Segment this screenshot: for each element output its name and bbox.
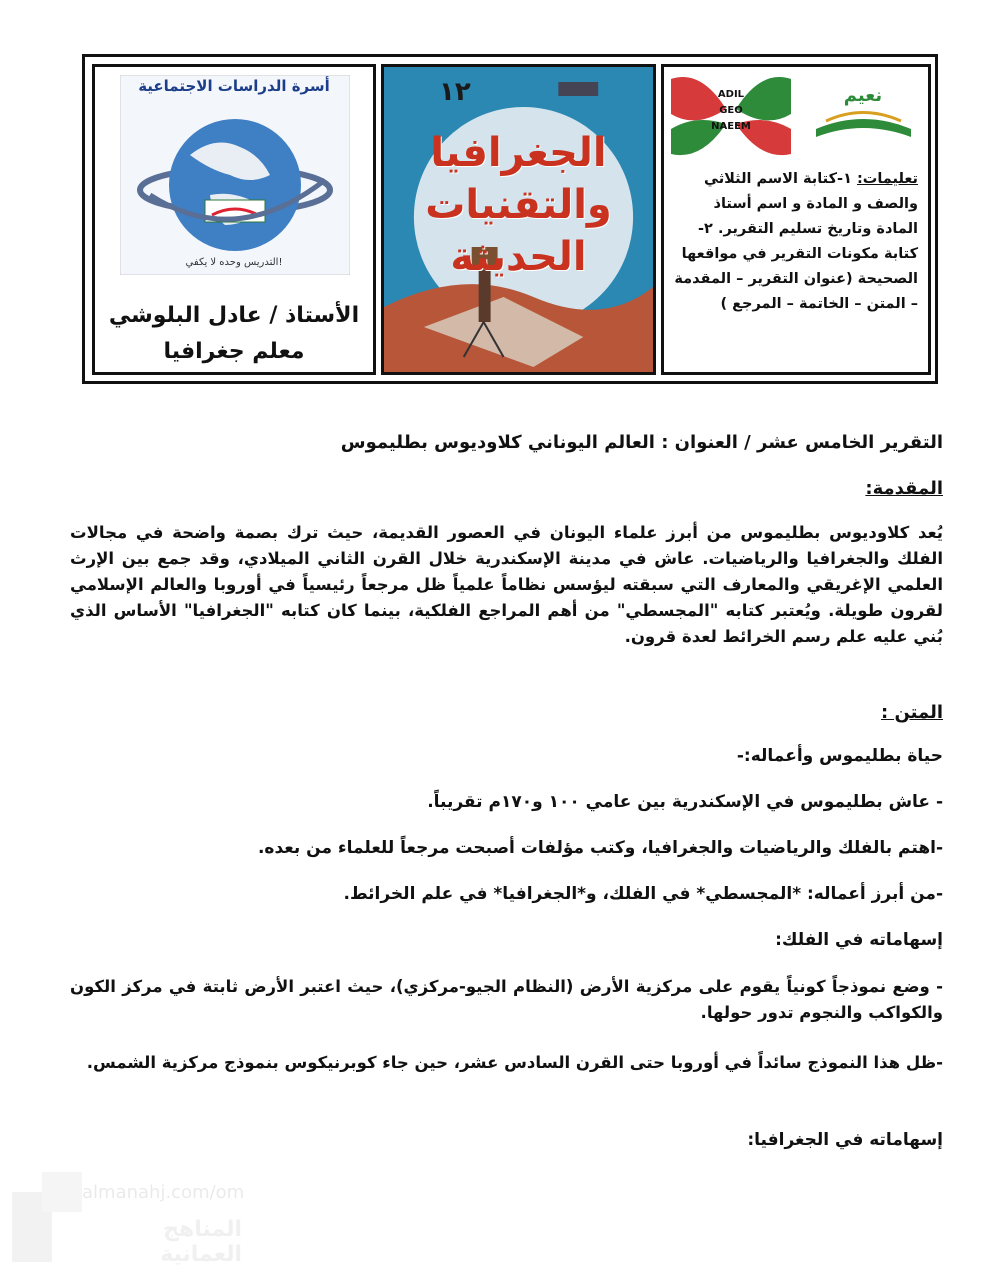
instructions-label: تعليمات: xyxy=(856,171,918,187)
life-item-1: - عاش بطليموس في الإسكندرية بين عامي ١٠٠ و١٧٠م تقريباً. xyxy=(427,792,943,812)
svg-text:GEO: GEO xyxy=(719,105,743,116)
book-title-line3: الحديثة xyxy=(450,234,587,280)
body-heading: المتن : xyxy=(880,702,943,723)
life-heading: حياة بطليموس وأعماله:- xyxy=(736,746,943,766)
svg-text:ADIL: ADIL xyxy=(717,89,745,100)
teacher-cell xyxy=(92,64,376,375)
svg-text:نعيم: نعيم xyxy=(843,85,883,106)
watermark-name: المناهج العمانية xyxy=(160,1217,242,1267)
watermark-logo-icon xyxy=(12,1172,82,1262)
globe-logo-icon xyxy=(120,75,350,275)
life-item-3: -من أبرز أعماله: *المجسطي* في الفلك، و*الجغرافيا* في علم الخرائط. xyxy=(343,884,943,904)
teacher-name: الأستاذ / عادل البلوشي xyxy=(108,303,360,328)
life-item-2: -اهتم بالفلك والرياضيات والجغرافيا، وكتب مؤلفات أصبحت مرجعاً للعلماء من بعده. xyxy=(257,838,943,858)
svg-text:NAEEM: NAEEM xyxy=(711,121,751,132)
adil-geo-logo-icon xyxy=(666,69,796,161)
book-title xyxy=(384,127,653,283)
book-cover-cell xyxy=(381,64,656,375)
report-title: التقرير الخامس عشر / العنوان : العالم اليوناني كلاوديوس بطليموس xyxy=(340,432,943,453)
header-box xyxy=(82,54,938,384)
grade-number: ١٢ xyxy=(439,77,471,107)
watermark-url: almanahj.com/om xyxy=(82,1182,245,1203)
book-title-line1: الجغرافيا xyxy=(430,130,607,176)
astro-item-2: -ظل هذا النموذج سائداً في أوروبا حتى القرن السادس عشر، حين جاء كوبرنيكوس بنموذج مركزية الشمس. xyxy=(86,1053,943,1072)
intro-text: يُعد كلاوديوس بطليموس من أبرز علماء اليونان في العصور القديمة، حيث ترك بصمة واضحة في مجالات الفلك والجغرافيا والرياضيات. عاش في مدينة الإسكندرية خلال القرن الثاني الميلادي، وقد جمع بين الإرث العلمي الإغريقي والمعارف التي سبقته ليؤسس نظاماً علمياً ظل مرجعاً رئيسياً في أوروبا والعالم الإسلامي لقرون طويلة. ويُعتبر كتابه "المجسطي" من أهم المراجع الفلكية، بينما كان كتابه "الجغرافيا" الأساس الذي بُني عليه علم رسم الخرائط لعدة قرون. xyxy=(70,523,943,646)
book-title-line2: والتقنيات xyxy=(425,182,612,228)
instructions xyxy=(672,167,918,317)
geo-heading: إسهاماته في الجغرافيا: xyxy=(747,1130,943,1150)
instructions-cell xyxy=(661,64,931,375)
logo-title: أسرة الدراسات الاجتماعية xyxy=(138,77,330,95)
intro-heading: المقدمة: xyxy=(865,478,943,499)
astro-heading: إسهاماته في الفلك: xyxy=(775,930,943,950)
logo-tagline: التدريس وحده لا يكفي! xyxy=(185,257,283,268)
teacher-role: معلم جغرافيا xyxy=(163,339,305,364)
astro-item-1: - وضع نموذجاً كونياً يقوم على مركزية الأرض (النظام الجيو-مركزي)، حيث اعتبر الأرض ثابتة في مركز الكون والكواكب والنجوم تدور حولها. xyxy=(70,977,943,1022)
book-logo-icon xyxy=(806,79,921,149)
watermark xyxy=(12,1172,245,1267)
instructions-text: ١-كتابة الاسم الثلاثي والصف و المادة و اسم أستاذ المادة وتاريخ تسليم التقرير. ٢-كتابة مكونات التقرير في مواقعها الصحيحة (عنوان التقرير – المقدمة – المتن – الخاتمة – المرجع ) xyxy=(674,171,918,312)
